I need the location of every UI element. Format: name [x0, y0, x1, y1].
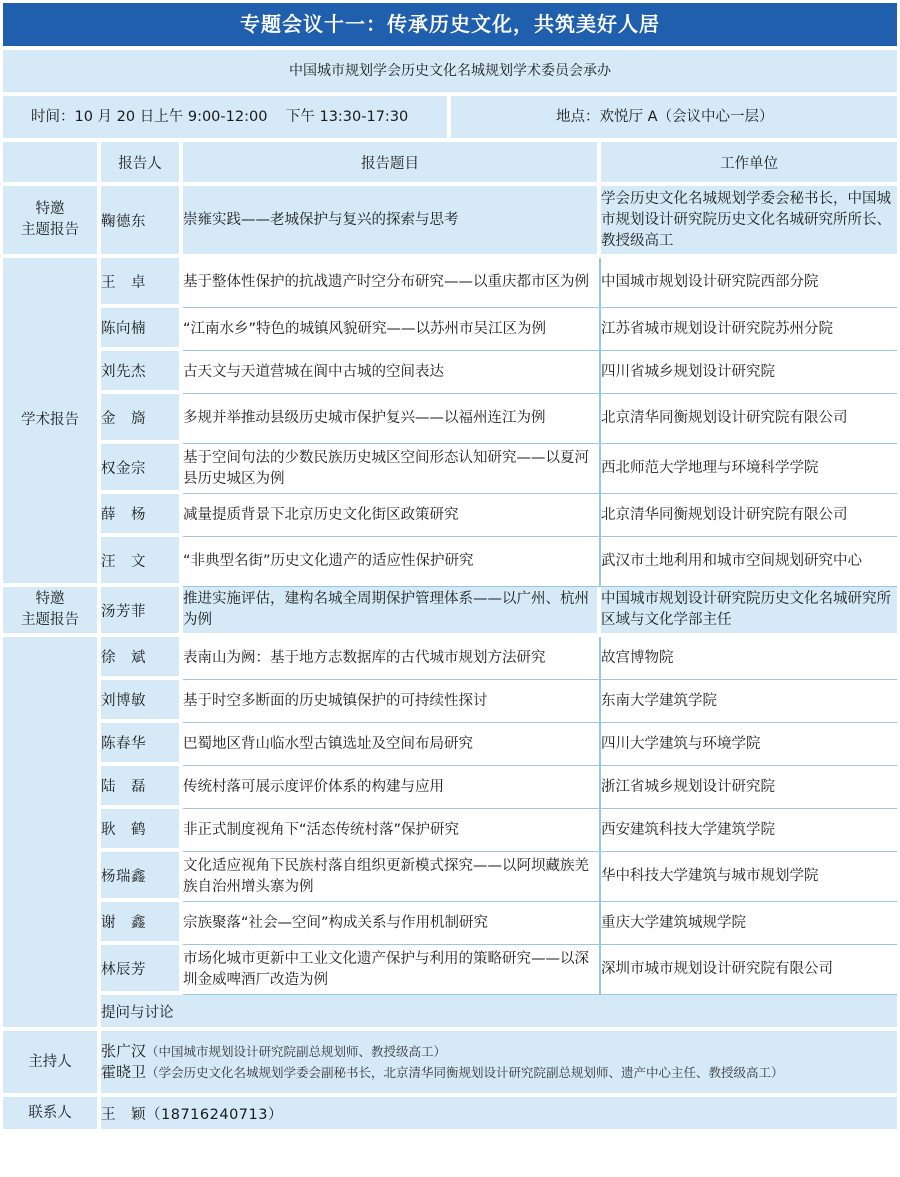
table-row: [3, 444, 897, 494]
host-row: [3, 1031, 897, 1097]
report-topic: 多规并举推动县级历史城市保护复兴——以福州连江为例: [183, 394, 601, 444]
place-text: 地点：欢悦厅 A（会议中心一层）: [556, 109, 774, 125]
speaker-name: 林辰芳: [101, 945, 183, 995]
speaker-name: 杨瑞鑫: [101, 852, 183, 902]
work-unit: 故宫博物院: [601, 637, 897, 680]
table-row: [3, 186, 897, 258]
work-unit: 华中科技大学建筑与城市规划学院: [601, 852, 897, 902]
report-topic: 古天文与天道营城在阆中古城的空间表达: [183, 351, 601, 394]
table-row: [3, 494, 897, 537]
host-entry: [101, 1062, 897, 1083]
host-name: 张广汉: [101, 1042, 147, 1060]
header-org: 工作单位: [601, 142, 897, 186]
host-note: （学会历史文化名城规划学委会副秘书长，北京清华同衡规划设计研究院副总规划师、遗产中心主任、教授级高工）: [146, 1065, 784, 1080]
report-topic: “江南水乡”特色的城镇风貌研究——以苏州市吴江区为例: [183, 308, 601, 351]
contact-info: 王 颖（18716240713）: [101, 1097, 897, 1133]
speaker-name: 汤芳菲: [101, 587, 183, 637]
contact-label: 联系人: [3, 1097, 101, 1133]
work-unit: 中国城市规划设计研究院历史文化名城研究所区域与文化学部主任: [601, 587, 897, 637]
table-row: [3, 809, 897, 852]
table-row: [3, 680, 897, 723]
speaker-name: 刘先杰: [101, 351, 183, 394]
category-blank: [3, 637, 101, 1031]
speaker-name: 刘博敏: [101, 680, 183, 723]
table-row: [3, 637, 897, 680]
work-unit: 武汉市土地利用和城市空间规划研究中心: [601, 537, 897, 587]
session-title: 专题会议十一：传承历史文化，共筑美好人居: [3, 3, 897, 46]
table-row: [3, 587, 897, 637]
header-speaker: 报告人: [101, 142, 183, 186]
place-info: [451, 96, 897, 138]
organizer-line: 中国城市规划学会历史文化名城规划学术委员会承办: [3, 50, 897, 92]
speaker-name: 陈春华: [101, 723, 183, 766]
category-special-1: 特邀 主题报告: [3, 186, 101, 258]
header-blank: [3, 142, 101, 186]
report-topic: 崇雍实践——老城保护与复兴的探索与思考: [183, 186, 601, 258]
work-unit: 西北师范大学地理与环境科学学院: [601, 444, 897, 494]
host-name: 霍晓卫: [101, 1063, 147, 1081]
speaker-name: 耿 鹤: [101, 809, 183, 852]
host-label: 主持人: [3, 1031, 101, 1097]
report-topic: 文化适应视角下民族村落自组织更新模式探究——以阿坝藏族羌族自治州增头寨为例: [183, 852, 601, 902]
report-topic: 宗族聚落“社会—空间”构成关系与作用机制研究: [183, 902, 601, 945]
report-topic: 市场化城市更新中工业文化遗产保护与利用的策略研究——以深圳金威啤酒厂改造为例: [183, 945, 601, 995]
category-special-2: 特邀 主题报告: [3, 587, 101, 637]
work-unit: 浙江省城乡规划设计研究院: [601, 766, 897, 809]
work-unit: 江苏省城市规划设计研究院苏州分院: [601, 308, 897, 351]
work-unit: 四川大学建筑与环境学院: [601, 723, 897, 766]
work-unit: 深圳市城市规划设计研究院有限公司: [601, 945, 897, 995]
report-topic: 基于空间句法的少数民族历史城区空间形态认知研究——以夏河县历史城区为例: [183, 444, 601, 494]
table-row: [3, 308, 897, 351]
header-topic: 报告题目: [183, 142, 601, 186]
table-row: [3, 351, 897, 394]
work-unit: 北京清华同衡规划设计研究院有限公司: [601, 394, 897, 444]
speaker-name: 权金宗: [101, 444, 183, 494]
contact-row: [3, 1097, 897, 1133]
work-unit: 西安建筑科技大学建筑学院: [601, 809, 897, 852]
table-row: [3, 902, 897, 945]
report-topic: 传统村落可展示度评价体系的构建与应用: [183, 766, 601, 809]
table-row: [3, 945, 897, 995]
speaker-name: 金 旖: [101, 394, 183, 444]
category-academic: 学术报告: [3, 258, 101, 587]
table-row: [3, 723, 897, 766]
host-list: [101, 1031, 897, 1097]
speaker-name: 薛 杨: [101, 494, 183, 537]
speaker-name: 徐 斌: [101, 637, 183, 680]
report-topic: “非典型名街”历史文化遗产的适应性保护研究: [183, 537, 601, 587]
table-row: [3, 394, 897, 444]
time-info: [3, 96, 447, 138]
report-topic: 基于整体性保护的抗战遗产时空分布研究——以重庆都市区为例: [183, 258, 601, 308]
host-note: （中国城市规划设计研究院副总规划师、教授级高工）: [146, 1044, 447, 1059]
work-unit: 东南大学建筑学院: [601, 680, 897, 723]
work-unit: 学会历史文化名城规划学委会秘书长，中国城市规划设计研究院历史文化名城研究所所长、教授级高工: [601, 186, 897, 258]
table-row: [3, 766, 897, 809]
work-unit: 四川省城乡规划设计研究院: [601, 351, 897, 394]
speaker-name: 鞠德东: [101, 186, 183, 258]
report-topic: 表南山为阙：基于地方志数据库的古代城市规划方法研究: [183, 637, 601, 680]
work-unit: 北京清华同衡规划设计研究院有限公司: [601, 494, 897, 537]
host-entry: [101, 1041, 897, 1062]
table-row: [3, 852, 897, 902]
qa-text: 提问与讨论: [101, 995, 897, 1031]
work-unit: 重庆大学建筑城规学院: [601, 902, 897, 945]
report-topic: 基于时空多断面的历史城镇保护的可持续性探讨: [183, 680, 601, 723]
table-row: [3, 537, 897, 587]
report-topic: 非正式制度视角下“活态传统村落”保护研究: [183, 809, 601, 852]
qa-row: [3, 995, 897, 1031]
time-text: 时间：10 月 20 日上午 9:00-12:00 下午 13:30-17:30: [31, 109, 409, 125]
speaker-name: 谢 鑫: [101, 902, 183, 945]
speaker-name: 汪 文: [101, 537, 183, 587]
speaker-name: 王 卓: [101, 258, 183, 308]
table-row: [3, 258, 897, 308]
work-unit: 中国城市规划设计研究院西部分院: [601, 258, 897, 308]
schedule-table: [3, 142, 897, 1133]
report-topic: 巴蜀地区背山临水型古镇选址及空间布局研究: [183, 723, 601, 766]
report-topic: 推进实施评估，建构名城全周期保护管理体系——以广州、杭州为例: [183, 587, 601, 637]
speaker-name: 陈向楠: [101, 308, 183, 351]
speaker-name: 陆 磊: [101, 766, 183, 809]
report-topic: 减量提质背景下北京历史文化街区政策研究: [183, 494, 601, 537]
